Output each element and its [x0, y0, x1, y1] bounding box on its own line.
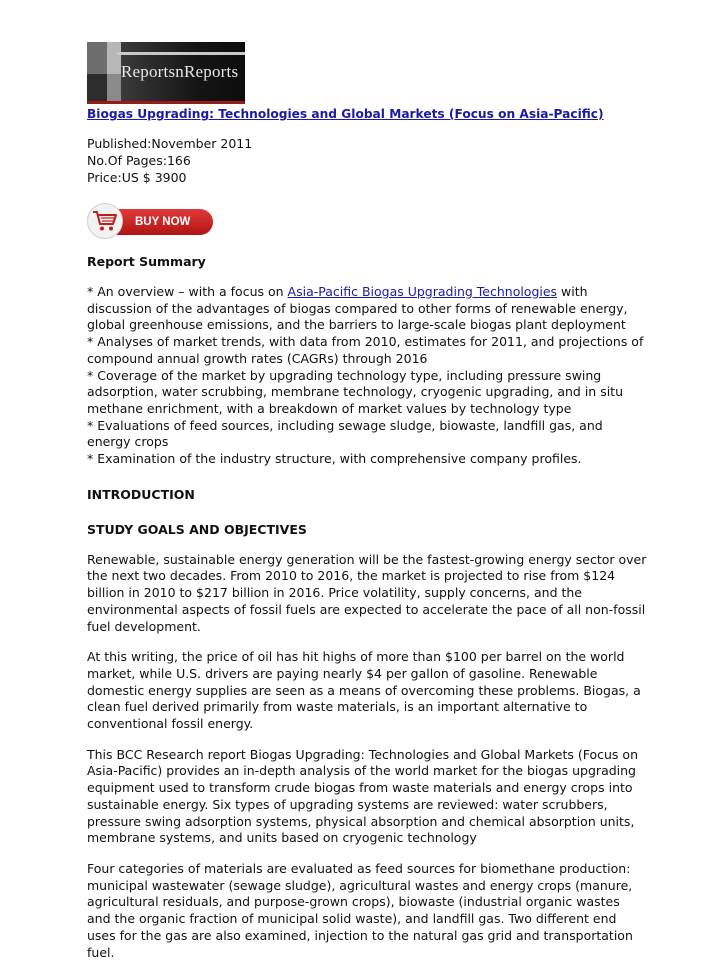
body-paragraph: Renewable, sustainable energy generation will be the fastest-growing energy sector over the next two decades. From 2010 to 2016, the market is projected to rise from $124 billion in 2010 to $217 billion in 2016. Price volatility, supply concerns, and the environmental aspects of fossil fuels are expected to accelerate the pace of all non-fossil fuel development. [87, 551, 647, 634]
report-title-link[interactable]: Biogas Upgrading: Technologies and Global Markets (Focus on Asia-Pacific) [87, 107, 604, 121]
logo-block [87, 74, 107, 104]
body-paragraph: At this writing, the price of oil has hit highs of more than $100 per barrel on the world market, while U.S. drivers are paying nearly $4 per gallon of gasoline. Renewable domestic energy supplies are seen as a means of overcoming these problems. Biogas, a clean fuel derived primarily from waste materials, is an important alternative to conventional fossil energy. [87, 649, 641, 732]
document-page [87, 42, 647, 961]
logo-block [107, 74, 121, 104]
logo-block [87, 42, 107, 74]
logo-block [107, 42, 121, 74]
study-goals-heading: STUDY GOALS AND OBJECTIVES [87, 521, 307, 537]
bullet-text: * An overview – with a focus on [87, 284, 288, 299]
summary-bullet: * Coverage of the market by upgrading technology type, including pressure swing adsorption, water scrubbing, membrane technology, cryogenic upgrading, and in situ methane enrichment, with a breakdown of market values by technology type [87, 367, 624, 416]
price: Price:US $ 3900 [87, 170, 187, 185]
logo-strip [117, 52, 245, 55]
summary-bullets [87, 284, 647, 468]
body-paragraph: Four categories of materials are evaluated as feed sources for biomethane production: municipal wastewater (sewage sludge), agricultural wastes and energy crops (manure, agricultural residuals, and purpose-grown crops), biowaste (industrial organic wastes and the organic fraction of municipal solid waste), and landfill gas. Two different end uses for the gas are also examined, injection to the natural gas grid and transportation fuel. [87, 860, 633, 960]
summary-bullet [87, 284, 647, 334]
summary-bullet: * Evaluations of feed sources, including sewage sludge, biowaste, landfill gas, and energy crops [87, 417, 603, 450]
bullet-text: with discussion of the advantages of biogas compared to other forms of renewable energy, global greenhouse emissions, and the barriers to large-scale biogas plant deployment [87, 284, 628, 333]
asia-pacific-biogas-link[interactable]: Asia-Pacific Biogas Upgrading Technologies [287, 284, 558, 299]
logo-wordmark: ReportsnReports [121, 62, 239, 81]
buy-now-label: BUY NOW [135, 216, 191, 228]
report-summary-heading: Report Summary [87, 254, 206, 269]
summary-bullet: * Analyses of market trends, with data from 2010, estimates for 2011, and projections of compound annual growth rates (CAGRs) through 2016 [87, 334, 644, 366]
body-paragraph: This BCC Research report Biogas Upgrading: Technologies and Global Markets (Focus on Asia-Pacific) provides an in-depth analysis of the world market for the biogas upgrading equipment used to transform crude biogas from waste materials and energy crops into sustainable energy. Six types of upgrading systems are reviewed: water scrubbers, pressure swing adsorption systems, physical absorption and chemical absorption units, membrane systems, and units based on cryogenic technology [87, 746, 638, 846]
buy-now-button[interactable] [87, 203, 213, 239]
introduction-heading: INTRODUCTION [87, 486, 195, 502]
shopping-cart-icon [92, 209, 118, 233]
logo-underline [87, 101, 245, 104]
reportsnreports-logo[interactable] [87, 42, 245, 104]
report-meta [87, 135, 647, 186]
summary-bullet: * Examination of the industry structure, with comprehensive company profiles. [87, 451, 582, 467]
published-date: Published:November 2011 [87, 136, 253, 151]
page-count: No.Of Pages:166 [87, 153, 191, 168]
